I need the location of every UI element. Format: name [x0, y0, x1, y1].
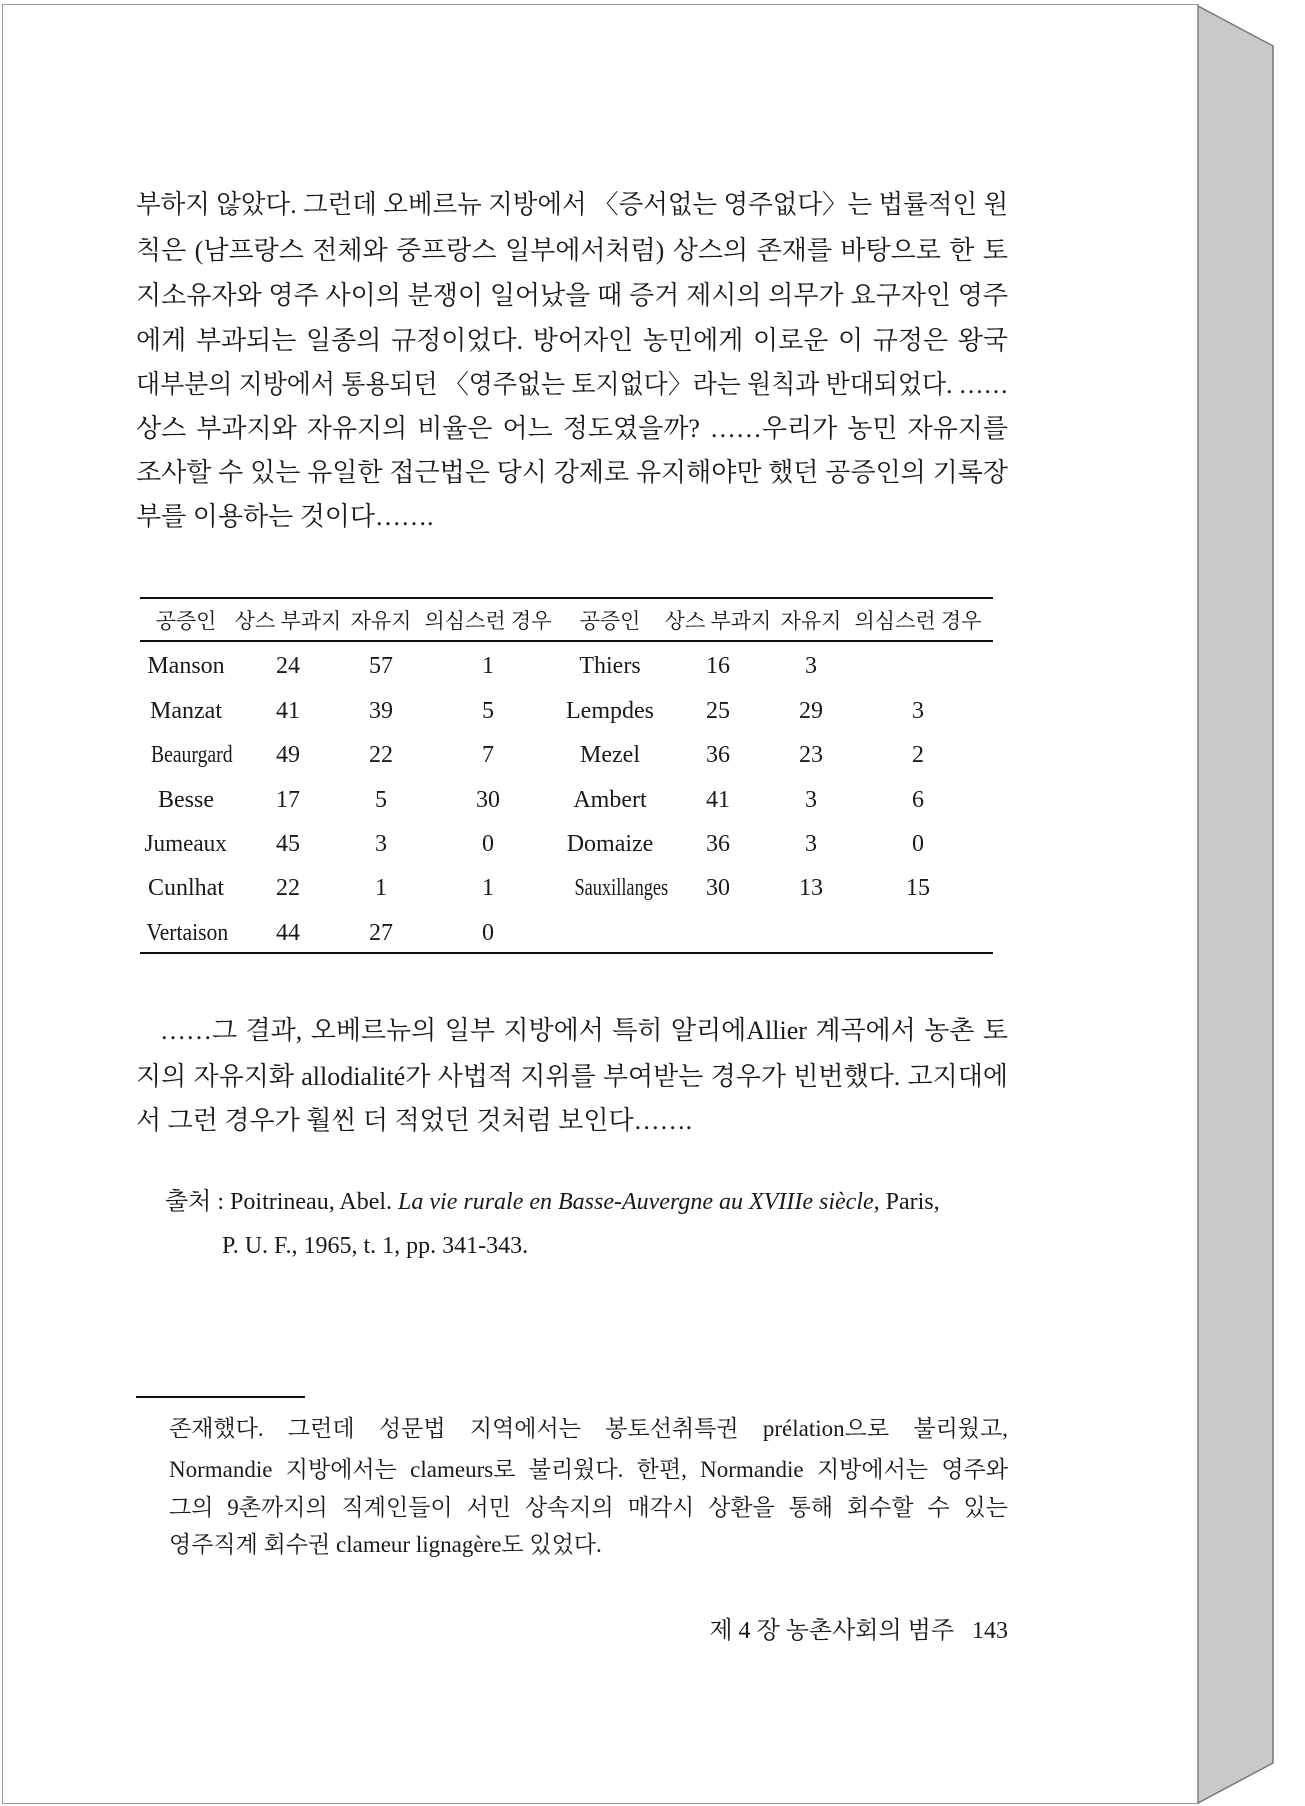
table-cell: [846, 830, 990, 858]
table-cell-text: Ambert: [573, 787, 647, 813]
table-header-cell-text: 공증인: [155, 609, 217, 633]
table-cell: [230, 919, 346, 947]
table-cell-text: 24: [276, 653, 300, 679]
table-cell: [560, 919, 660, 947]
footnote-rule: [136, 1396, 305, 1398]
table-cell: [416, 830, 560, 858]
table-cell-text: 25: [706, 698, 730, 724]
text-line: 그의 9촌까지의 직계인들이 서민 상속지의 매각시 상환을 통해 회수할 수 있는: [169, 1495, 1008, 1520]
table-cell: [142, 919, 230, 947]
table-cell-text: Jumeaux: [144, 831, 228, 857]
table-cell-text: 30: [706, 875, 730, 901]
table-cell: [416, 741, 560, 769]
table-cell: [776, 919, 846, 947]
chapter-title: 제 4 장 농촌사회의 범주: [709, 1618, 954, 1644]
table-cell-text: Manson: [147, 653, 225, 679]
table-cell: [230, 652, 346, 680]
table-cell: [776, 697, 846, 725]
table-cell-text: 44: [276, 920, 300, 946]
table-cell: [560, 741, 660, 769]
table-cell: [846, 874, 990, 902]
table-cell-text: 30: [476, 787, 500, 813]
table-cell-text: 41: [276, 698, 300, 724]
table-cell-text: 3: [912, 698, 924, 724]
table-header-cell-text: 자유지: [780, 609, 842, 633]
table-header-cell: [346, 607, 416, 635]
text-line: 조사할 수 있는 유일한 접근법은 당시 강제로 유지해야만 했던 공증인의 기록장: [136, 458, 1008, 487]
text-line: 에게 부과되는 일종의 규정이었다. 방어자인 농민에게 이로운 이 규정은 왕국: [136, 326, 1008, 355]
table-cell: [846, 697, 990, 725]
table-header-cell: [142, 607, 230, 635]
text-line: 부를 이용하는 것이다…….: [136, 502, 434, 531]
table-cell: [776, 874, 846, 902]
table-cell-text: Cunlhat: [148, 875, 224, 901]
table-cell: [346, 741, 416, 769]
table-cell: [346, 874, 416, 902]
table-cell-text: 22: [276, 875, 300, 901]
table-header-cell-text: 의심스런 경우: [854, 609, 982, 633]
table-cell: [776, 741, 846, 769]
source-label: 출처 :: [165, 1189, 225, 1215]
table-cell: [416, 652, 560, 680]
table-cell: [230, 741, 346, 769]
table-cell-text: 23: [799, 742, 823, 768]
table-cell-text: 5: [375, 787, 387, 813]
text-line: 부하지 않았다. 그런데 오베르뉴 지방에서 〈증서없는 영주없다〉는 법률적인 원: [136, 190, 1009, 219]
table-cell-text: 7: [482, 742, 494, 768]
table-cell: [346, 830, 416, 858]
source-rest: , Paris,: [873, 1189, 940, 1215]
table-header-cell: [560, 607, 660, 635]
table-header-rule: [140, 640, 993, 642]
table-cell-text: 39: [369, 698, 393, 724]
table-cell-text: Thiers: [579, 653, 641, 679]
table-header-cell: [416, 607, 560, 635]
table-cell-text: 3: [375, 831, 387, 857]
table-cell-text: Lempdes: [566, 698, 654, 724]
table-cell: [230, 697, 346, 725]
table-cell: [846, 652, 990, 680]
table-cell-text: Domaize: [566, 831, 654, 857]
table-cell: [846, 919, 990, 947]
source-title: La vie rurale en Basse-Auvergne au XVIIIe siècle: [398, 1189, 874, 1215]
table-cell: [416, 874, 560, 902]
table-cell: [416, 919, 560, 947]
table-cell-text: 3: [805, 787, 817, 813]
table-header-cell-text: 의심스런 경우: [424, 609, 552, 633]
table-header-cell: [660, 607, 776, 635]
table-cell-text: 0: [482, 920, 494, 946]
table-cell-text: Besse: [158, 787, 214, 813]
table-cell: [660, 874, 776, 902]
text-line: ……그 결과, 오베르뉴의 일부 지방에서 특히 알리에Allier 계곡에서 농촌 토: [160, 1016, 1008, 1045]
table-cell: [142, 786, 230, 814]
table-cell: [660, 697, 776, 725]
table-cell-text: Vertaison: [146, 920, 229, 946]
table-cell: [230, 830, 346, 858]
table-cell: [416, 786, 560, 814]
table-cell: [660, 786, 776, 814]
table-cell: [346, 786, 416, 814]
table-cell: [230, 874, 346, 902]
table-cell: [846, 786, 990, 814]
table-cell: [230, 786, 346, 814]
table-cell: [560, 830, 660, 858]
table-cell-text: Sauxillanges: [574, 875, 669, 901]
table-cell: [776, 830, 846, 858]
table-cell-text: 29: [799, 698, 823, 724]
table-cell: [416, 697, 560, 725]
text-line: 지소유자와 영주 사이의 분쟁이 일어났을 때 증거 제시의 의무가 요구자인 영주: [136, 281, 1008, 310]
table-cell-text: 5: [482, 698, 494, 724]
table-cell-text: 45: [276, 831, 300, 857]
table-cell-text: 41: [706, 787, 730, 813]
text-line: Normandie 지방에서는 clameurs로 불리웠다. 한편, Normandie 지방에서는 영주와: [169, 1457, 1008, 1482]
table-cell: [142, 652, 230, 680]
table-cell: [346, 652, 416, 680]
table-header-cell-text: 자유지: [350, 609, 412, 633]
table-header-cell-text: 상스 부과지: [664, 609, 772, 633]
table-cell-text: 3: [805, 653, 817, 679]
text-line: 상스 부과지와 자유지의 비율은 어느 정도였을까? ……우리가 농민 자유지를: [136, 414, 1008, 443]
table-cell: [560, 697, 660, 725]
table-cell: [142, 830, 230, 858]
table-top-rule: [140, 597, 993, 599]
table-cell: [776, 652, 846, 680]
table-cell: [560, 652, 660, 680]
table-cell-text: Beaurgard: [150, 742, 233, 768]
table-cell-text: 1: [482, 875, 494, 901]
table-cell: [560, 786, 660, 814]
table-cell: [776, 786, 846, 814]
table-cell-text: 57: [369, 653, 393, 679]
table-cell-text: 2: [912, 742, 924, 768]
table-cell-text: 15: [906, 875, 930, 901]
text-line: 칙은 (남프랑스 전체와 중프랑스 일부에서처럼) 상스의 존재를 바탕으로 한 토: [136, 236, 1008, 265]
table-cell-text: 49: [276, 742, 300, 768]
table-cell-text: 36: [706, 831, 730, 857]
table-cell-text: 22: [369, 742, 393, 768]
table-cell-text: 17: [276, 787, 300, 813]
table-cell: [660, 919, 776, 947]
table-cell: [846, 741, 990, 769]
text-line: 존재했다. 그런데 성문법 지역에서는 봉토선취특권 prélation으로 불리웠고,: [169, 1416, 1008, 1441]
text-line: 대부분의 지방에서 통용되던 〈영주없는 토지없다〉라는 원칙과 반대되었다. ……: [136, 370, 1009, 399]
page-number: 143: [972, 1618, 1008, 1644]
table-cell-text: 1: [482, 653, 494, 679]
table-cell-text: Mezel: [580, 742, 640, 768]
table-header-cell: [846, 607, 990, 635]
table-cell-text: 1: [375, 875, 387, 901]
text-line: 영주직계 회수권 clameur lignagère도 있었다.: [169, 1532, 602, 1557]
table-cell-text: 13: [799, 875, 823, 901]
table-cell: [142, 741, 233, 769]
page-footer: [709, 1610, 1008, 1645]
table-cell-text: 16: [706, 653, 730, 679]
table-cell-text: 0: [912, 831, 924, 857]
table-header-cell-text: 공증인: [579, 609, 641, 633]
table-cell: [560, 874, 669, 902]
source-author: Poitrineau, Abel.: [230, 1189, 393, 1215]
table-header-cell: [776, 607, 846, 635]
table-cell-text: 0: [482, 831, 494, 857]
text-line: 서 그런 경우가 훨씬 더 적었던 것처럼 보인다…….: [136, 1106, 693, 1135]
table-cell: [142, 874, 230, 902]
table-cell-text: 36: [706, 742, 730, 768]
text-line: 지의 자유지화 allodialité가 사법적 지위를 부여받는 경우가 빈번했다. 고지대에: [136, 1062, 1008, 1091]
table-bottom-rule: [140, 952, 993, 954]
table-cell: [346, 919, 416, 947]
source-citation-line2: P. U. F., 1965, t. 1, pp. 341-343.: [222, 1233, 529, 1259]
table-header-cell: [230, 607, 346, 635]
table-cell: [660, 741, 776, 769]
table-cell-text: 3: [805, 831, 817, 857]
table-cell: [660, 652, 776, 680]
table-cell: [346, 697, 416, 725]
source-citation: [165, 1188, 940, 1216]
table-cell-text: Manzat: [150, 698, 222, 724]
table-cell: [660, 830, 776, 858]
table-header-cell-text: 상스 부과지: [234, 609, 342, 633]
table-cell-text: 6: [912, 787, 924, 813]
table-cell-text: 27: [369, 920, 393, 946]
table-cell: [142, 697, 230, 725]
